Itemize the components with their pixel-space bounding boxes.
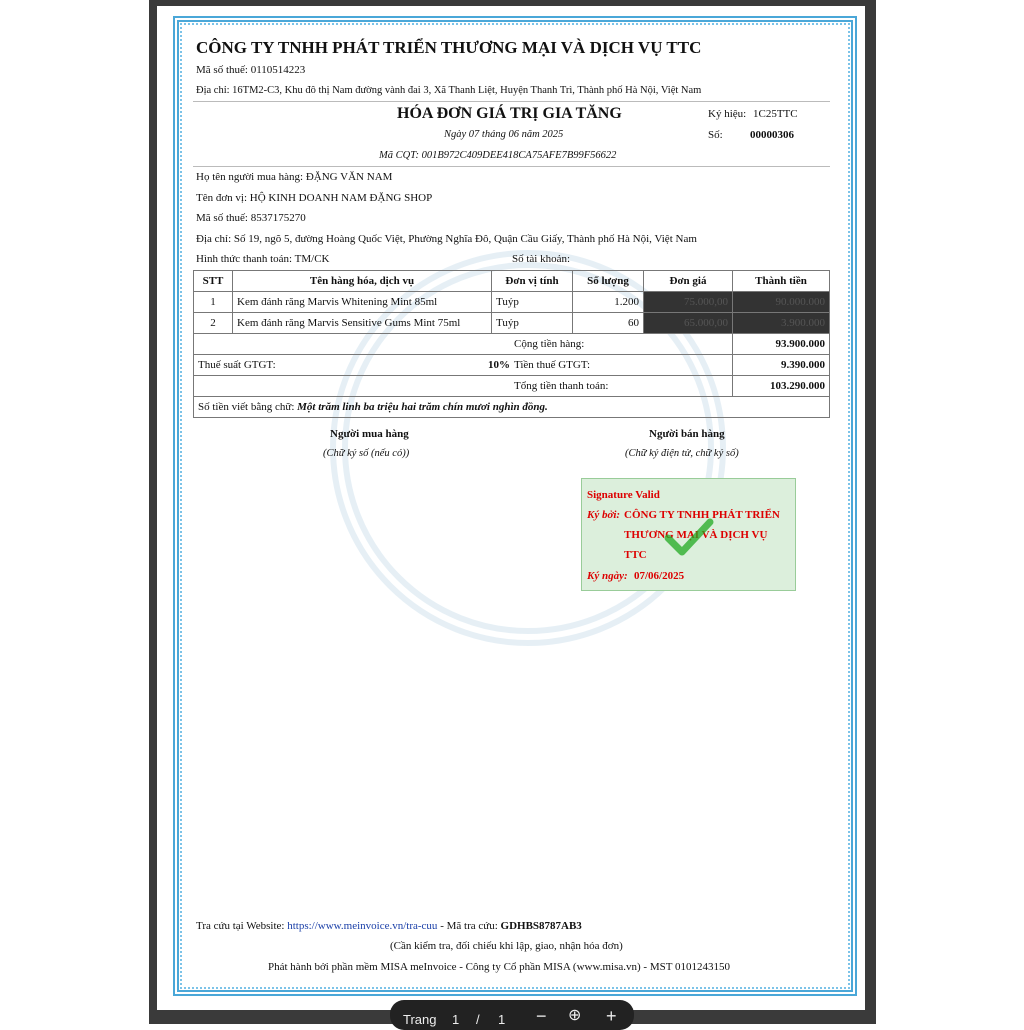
code-label: - Mã tra cứu:: [440, 920, 498, 932]
cell-stt: 2: [194, 313, 233, 334]
footer-note: (Cần kiểm tra, đối chiếu khi lập, giao, nhận hóa đơn): [390, 940, 623, 952]
account-number: Số tài khoản:: [512, 253, 571, 265]
col-amount: Thành tiền: [733, 271, 830, 292]
signed-by-2: THƯƠNG MẠI VÀ DỊCH VỤ: [624, 529, 768, 541]
signed-by-3: TTC: [624, 549, 647, 561]
col-stt: STT: [194, 271, 233, 292]
vat-value: 9.390.000: [733, 355, 830, 376]
seller-sign-title: Người bán hàng: [649, 428, 725, 440]
footer-issuer: Phát hành bởi phần mềm MISA meInvoice - Công ty Cổ phần MISA (www.misa.vn) - MST 0101243150: [268, 961, 730, 973]
vat-rate-label: Thuế suất GTGT:: [198, 358, 276, 371]
col-name: Tên hàng hóa, dịch vụ: [233, 271, 492, 292]
zoom-in-button[interactable]: +: [606, 1006, 617, 1026]
table-row: [194, 292, 830, 313]
table-row: [194, 313, 830, 334]
seller-name: CÔNG TY TNHH PHÁT TRIỂN THƯƠNG MẠI VÀ DỊCH VỤ TTC: [196, 38, 702, 57]
divider: [193, 166, 830, 167]
signed-by-label: Ký bởi:: [587, 509, 621, 521]
words-cell: [194, 397, 830, 418]
cell-qty: 60: [573, 313, 644, 334]
payment-method: Hình thức thanh toán: TM/CK: [196, 253, 330, 265]
table-header: [194, 271, 830, 292]
col-qty: Số lượng: [573, 271, 644, 292]
cell-qty: 1.200: [573, 292, 644, 313]
divider: [193, 101, 830, 102]
buyer-name: Họ tên người mua hàng: ĐẶNG VĂN NAM: [196, 171, 393, 183]
signed-date-label: Ký ngày:: [587, 570, 628, 582]
total-label: Tổng tiền thanh toán:: [194, 376, 733, 397]
buyer-sign-title: Người mua hàng: [330, 428, 409, 440]
number-value: 00000306: [750, 129, 794, 141]
total-value: 103.290.000: [733, 376, 830, 397]
signed-date: 07/06/2025: [634, 570, 685, 582]
buyer-sign-note: (Chữ ký số (nếu có)): [323, 448, 410, 459]
lookup-link[interactable]: https://www.meinvoice.vn/tra-cuu: [287, 920, 438, 932]
vat-cell: [194, 355, 733, 376]
cell-name: Kem đánh răng Marvis Whitening Mint 85ml: [233, 292, 492, 313]
invoice-title: HÓA ĐƠN GIÁ TRỊ GIA TĂNG: [397, 105, 622, 122]
cell-unit: Tuýp: [492, 313, 573, 334]
cell-name: Kem đánh răng Marvis Sensitive Gums Mint 75ml: [233, 313, 492, 334]
symbol-value: 1C25TTC: [753, 108, 798, 120]
words-row: [194, 397, 830, 418]
page-label: Trang: [403, 1012, 437, 1027]
cell-price: 75.000,00: [644, 292, 733, 313]
invoice-date: Ngày 07 tháng 06 năm 2025: [444, 129, 564, 140]
cell-amount: 90.000.000: [733, 292, 830, 313]
total-row: [194, 376, 830, 397]
words-label: Số tiền viết bằng chữ:: [198, 400, 295, 413]
col-unit: Đơn vị tính: [492, 271, 573, 292]
subtotal-label: Cộng tiền hàng:: [194, 334, 733, 355]
buyer-tax: Mã số thuế: 8537175270: [196, 212, 306, 224]
number-label: Số:: [708, 129, 723, 141]
digital-signature-box[interactable]: [581, 478, 796, 591]
cell-unit: Tuýp: [492, 292, 573, 313]
signed-by-1: CÔNG TY TNHH PHÁT TRIỂN: [624, 509, 780, 521]
vat-row: [194, 355, 830, 376]
pdf-toolbar: [390, 1000, 634, 1030]
subtotal-value: 93.900.000: [733, 334, 830, 355]
seller-sign-note: (Chữ ký điện tử, chữ ký số): [625, 448, 739, 459]
invoice-cqt: Mã CQT: 001B972C409DEE418CA75AFE7B99F56622: [379, 150, 617, 161]
page-separator: /: [476, 1012, 480, 1027]
vat-rate: 10%: [488, 358, 510, 371]
buyer-address: Địa chỉ: Số 19, ngõ 5, đường Hoàng Quốc Việt, Phường Nghĩa Đô, Quận Cầu Giấy, Thành phố Hà Nội, Việt Nam: [196, 233, 697, 245]
zoom-reset-icon[interactable]: ⊕: [568, 1007, 582, 1024]
lookup-line: [196, 920, 582, 933]
lookup-code: GDHBS8787AB3: [500, 920, 582, 932]
col-price: Đơn giá: [644, 271, 733, 292]
page-total: 1: [498, 1012, 506, 1027]
cell-amount: 3.900.000: [733, 313, 830, 334]
vat-label: Tiền thuế GTGT:: [514, 358, 591, 371]
seller-tax: Mã số thuế: 0110514223: [196, 64, 306, 76]
items-table: [193, 270, 830, 418]
seller-address: Địa chỉ: 16TM2-C3, Khu đô thị Nam đường vành đai 3, Xã Thanh Liệt, Huyện Thanh Trì, Thành phố Hà Nội, Việt Nam: [196, 85, 702, 96]
page-input[interactable]: 1: [452, 1012, 460, 1027]
signature-status: Signature Valid: [587, 489, 660, 501]
symbol-label: Ký hiệu:: [708, 108, 747, 120]
cell-stt: 1: [194, 292, 233, 313]
subtotal-row: [194, 334, 830, 355]
words-value: Một trăm linh ba triệu hai trăm chín mươi nghìn đồng.: [297, 400, 548, 413]
zoom-out-button[interactable]: −: [536, 1006, 547, 1026]
lookup-label: Tra cứu tại Website:: [196, 920, 285, 932]
cell-price: 65.000,00: [644, 313, 733, 334]
buyer-unit: Tên đơn vị: HỘ KINH DOANH NAM ĐẶNG SHOP: [196, 192, 433, 204]
